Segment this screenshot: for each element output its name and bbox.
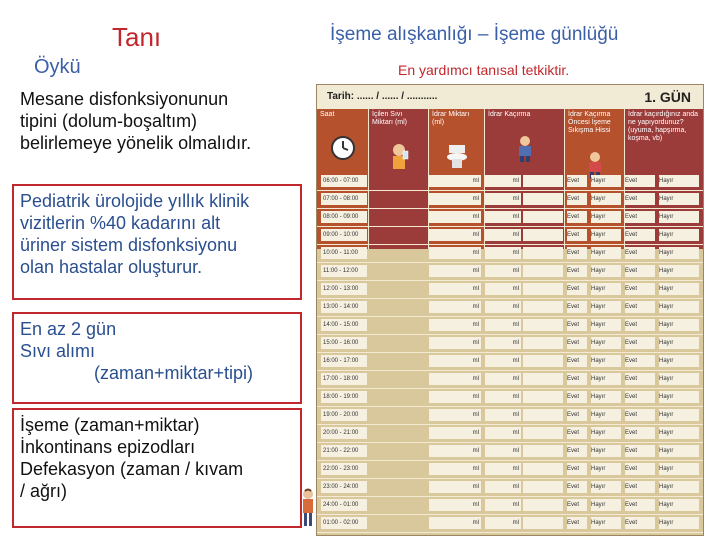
slide-subtitle-right: En yardımcı tanısal tetkiktir. <box>398 62 570 78</box>
text-line: İşeme (zaman+miktar) <box>20 415 200 435</box>
slide-title-left: Tanı <box>112 22 162 52</box>
urine-amount-field[interactable]: ml <box>485 409 521 421</box>
leak-checkbox-group[interactable] <box>523 283 563 295</box>
urgency-no[interactable]: Hayır <box>591 211 621 223</box>
diary-row <box>317 497 703 515</box>
urgency-yes[interactable]: Evet <box>567 175 587 187</box>
urgency-no[interactable]: Hayır <box>591 175 621 187</box>
diary-row <box>317 353 703 371</box>
urine-amount-field[interactable]: ml <box>485 445 521 457</box>
activity-field[interactable]: Hayır <box>659 517 699 529</box>
time-slot: 10:00 - 11:00 <box>321 247 367 259</box>
activity-yes[interactable]: Evet <box>625 247 655 259</box>
urine-amount-field[interactable]: ml <box>485 463 521 475</box>
slide-title-right: İşeme alışkanlığı – İşeme günlüğü <box>330 24 619 45</box>
urgency-yes[interactable]: Evet <box>567 283 587 295</box>
leak-checkbox-group[interactable] <box>523 355 563 367</box>
urgency-no[interactable]: Hayır <box>591 427 621 439</box>
activity-yes[interactable]: Evet <box>625 427 655 439</box>
urgency-yes[interactable]: Evet <box>567 463 587 475</box>
activity-field[interactable]: Hayır <box>659 337 699 349</box>
urgency-yes[interactable]: Evet <box>567 409 587 421</box>
time-slot: 19:00 - 20:00 <box>321 409 367 421</box>
diary-row <box>317 191 703 209</box>
urgency-yes[interactable]: Evet <box>567 355 587 367</box>
activity-field[interactable]: Hayır <box>659 265 699 277</box>
time-slot: 07:00 - 08:00 <box>321 193 367 205</box>
text-line: / ağrı) <box>20 481 68 501</box>
diary-row <box>317 407 703 425</box>
leak-checkbox-group[interactable] <box>523 247 563 259</box>
activity-yes[interactable]: Evet <box>625 463 655 475</box>
activity-yes[interactable]: Evet <box>625 355 655 367</box>
fluid-amount-field[interactable]: ml <box>429 427 481 439</box>
activity-field[interactable]: Hayır <box>659 301 699 313</box>
time-slot: 17:00 - 18:00 <box>321 373 367 385</box>
activity-field[interactable]: Hayır <box>659 319 699 331</box>
drinking-child-icon <box>386 143 412 171</box>
urgency-no[interactable]: Hayır <box>591 247 621 259</box>
diary-row <box>317 425 703 443</box>
diary-rows <box>317 173 703 533</box>
diary-date-label: Tarih: ...... / ...... / ........... <box>327 91 438 102</box>
urgency-yes[interactable]: Evet <box>567 193 587 205</box>
urgency-yes[interactable]: Evet <box>567 481 587 493</box>
activity-field[interactable]: Hayır <box>659 175 699 187</box>
text-line: belirlemeye yönelik olmalıdır. <box>20 133 252 153</box>
diary-row <box>317 515 703 533</box>
time-slot: 11:00 - 12:00 <box>321 265 367 277</box>
leak-checkbox-group[interactable] <box>523 391 563 403</box>
diary-row <box>317 227 703 245</box>
time-slot: 12:00 - 13:00 <box>321 283 367 295</box>
urgency-no[interactable]: Hayır <box>591 445 621 457</box>
urgency-yes[interactable]: Evet <box>567 337 587 349</box>
activity-field[interactable]: Hayır <box>659 463 699 475</box>
urgency-no[interactable]: Hayır <box>591 355 621 367</box>
urine-amount-field[interactable]: ml <box>485 229 521 241</box>
header-label: İdrar kaçırdığınız anda ne yapıyordunuz? (uyuma, hapşırma, koşma, vb) <box>628 111 699 142</box>
time-slot: 21:00 - 22:00 <box>321 445 367 457</box>
activity-yes[interactable]: Evet <box>625 409 655 421</box>
urgency-no[interactable]: Hayır <box>591 481 621 493</box>
pediatric-urology-box <box>12 184 302 300</box>
fluid-amount-field[interactable]: ml <box>429 409 481 421</box>
time-slot: 01:00 - 02:00 <box>321 517 367 529</box>
urgency-yes[interactable]: Evet <box>567 517 587 529</box>
activity-yes[interactable]: Evet <box>625 373 655 385</box>
activity-field[interactable]: Hayır <box>659 427 699 439</box>
activity-yes[interactable]: Evet <box>625 283 655 295</box>
fluid-amount-field[interactable]: ml <box>429 391 481 403</box>
fluid-amount-field[interactable]: ml <box>429 247 481 259</box>
header-label: İdrar Miktarı (ml) <box>432 111 470 126</box>
activity-yes[interactable]: Evet <box>625 193 655 205</box>
urgency-no[interactable]: Hayır <box>591 517 621 529</box>
urine-amount-field[interactable]: ml <box>485 301 521 313</box>
fluid-amount-field[interactable]: ml <box>429 211 481 223</box>
urine-amount-field[interactable]: ml <box>485 427 521 439</box>
activity-field[interactable]: Hayır <box>659 211 699 223</box>
activity-field[interactable]: Hayır <box>659 409 699 421</box>
urgency-yes[interactable]: Evet <box>567 301 587 313</box>
urgency-no[interactable]: Hayır <box>591 193 621 205</box>
header-label: Saat <box>320 111 335 118</box>
voiding-diary-sheet <box>316 84 704 536</box>
diary-row <box>317 245 703 263</box>
urgency-no[interactable]: Hayır <box>591 283 621 295</box>
activity-yes[interactable]: Evet <box>625 391 655 403</box>
urgency-yes[interactable]: Evet <box>567 373 587 385</box>
text-line: üriner sistem disfonksiyonu <box>20 235 238 255</box>
leak-checkbox-group[interactable] <box>523 373 563 385</box>
urgency-no[interactable]: Hayır <box>591 391 621 403</box>
activity-field[interactable]: Hayır <box>659 373 699 385</box>
time-slot: 16:00 - 17:00 <box>321 355 367 367</box>
history-heading: Öykü <box>34 56 81 78</box>
leak-checkbox-group[interactable] <box>523 319 563 331</box>
diary-row <box>317 461 703 479</box>
urgency-no[interactable]: Hayır <box>591 301 621 313</box>
urine-amount-field[interactable]: ml <box>485 193 521 205</box>
fluid-amount-field[interactable]: ml <box>429 319 481 331</box>
activity-field[interactable]: Hayır <box>659 283 699 295</box>
urgency-yes[interactable]: Evet <box>567 427 587 439</box>
diary-row <box>317 443 703 461</box>
time-slot: 09:00 - 10:00 <box>321 229 367 241</box>
urgency-no[interactable]: Hayır <box>591 499 621 511</box>
diary-row <box>317 371 703 389</box>
urine-amount-field[interactable]: ml <box>485 211 521 223</box>
urgency-no[interactable]: Hayır <box>591 463 621 475</box>
leak-checkbox-group[interactable] <box>523 499 563 511</box>
urine-amount-field[interactable]: ml <box>485 247 521 259</box>
urgency-no[interactable]: Hayır <box>591 337 621 349</box>
diary-row <box>317 389 703 407</box>
urine-amount-field[interactable]: ml <box>485 499 521 511</box>
urgency-yes[interactable]: Evet <box>567 265 587 277</box>
activity-yes[interactable]: Evet <box>625 517 655 529</box>
leak-checkbox-group[interactable] <box>523 211 563 223</box>
leak-checkbox-group[interactable] <box>523 427 563 439</box>
bladder-type-text-box <box>12 84 312 166</box>
activity-field[interactable]: Hayır <box>659 355 699 367</box>
leak-checkbox-group[interactable] <box>523 193 563 205</box>
leak-checkbox-group[interactable] <box>523 409 563 421</box>
activity-yes[interactable]: Evet <box>625 229 655 241</box>
text-line: İnkontinans epizodları <box>20 437 196 457</box>
urine-amount-field[interactable]: ml <box>485 319 521 331</box>
leak-checkbox-group[interactable] <box>523 445 563 457</box>
toilet-icon <box>445 143 469 169</box>
diary-top-bar <box>317 85 703 109</box>
fluid-amount-field[interactable]: ml <box>429 337 481 349</box>
urine-amount-field[interactable]: ml <box>485 355 521 367</box>
activity-field[interactable]: Hayır <box>659 481 699 493</box>
time-slot: 24:00 - 01:00 <box>321 499 367 511</box>
child-leak-icon <box>512 135 538 163</box>
leak-checkbox-group[interactable] <box>523 265 563 277</box>
activity-field[interactable]: Hayır <box>659 247 699 259</box>
fluid-amount-field[interactable]: ml <box>429 463 481 475</box>
urgency-yes[interactable]: Evet <box>567 319 587 331</box>
text-line: Sıvı alımı <box>20 341 96 361</box>
fluid-amount-field[interactable]: ml <box>429 283 481 295</box>
urgency-yes[interactable]: Evet <box>567 211 587 223</box>
activity-yes[interactable]: Evet <box>625 445 655 457</box>
urine-amount-field[interactable]: ml <box>485 265 521 277</box>
time-slot: 23:00 - 24:00 <box>321 481 367 493</box>
text-line: En az 2 gün <box>20 319 117 339</box>
time-slot: 14:00 - 15:00 <box>321 319 367 331</box>
header-label: İçilen Sıvı Miktarı (ml) <box>372 111 407 126</box>
diary-day-label: 1. GÜN <box>644 89 691 105</box>
fluid-amount-field[interactable]: ml <box>429 175 481 187</box>
urine-amount-field[interactable]: ml <box>485 337 521 349</box>
header-label: İdrar Kaçırma <box>488 111 531 118</box>
urine-amount-field[interactable]: ml <box>485 373 521 385</box>
activity-field[interactable]: Hayır <box>659 499 699 511</box>
fluid-amount-field[interactable]: ml <box>429 265 481 277</box>
fluid-amount-field[interactable]: ml <box>429 301 481 313</box>
urine-amount-field[interactable]: ml <box>485 175 521 187</box>
text-line: tipini (dolum-boşaltım) <box>20 111 198 131</box>
urgency-yes[interactable]: Evet <box>567 445 587 457</box>
text-line: Pediatrik ürolojide yıllık klinik <box>20 191 250 211</box>
leak-checkbox-group[interactable] <box>523 301 563 313</box>
diary-row <box>317 173 703 191</box>
fluid-amount-field[interactable]: ml <box>429 481 481 493</box>
urine-amount-field[interactable]: ml <box>485 391 521 403</box>
time-slot: 22:00 - 23:00 <box>321 463 367 475</box>
fluid-amount-field[interactable]: ml <box>429 373 481 385</box>
urine-amount-field[interactable]: ml <box>485 283 521 295</box>
activity-yes[interactable]: Evet <box>625 481 655 493</box>
urgency-yes[interactable]: Evet <box>567 247 587 259</box>
activity-yes[interactable]: Evet <box>625 337 655 349</box>
fluid-amount-field[interactable]: ml <box>429 445 481 457</box>
urgency-no[interactable]: Hayır <box>591 229 621 241</box>
leak-checkbox-group[interactable] <box>523 229 563 241</box>
clock-icon <box>330 135 356 161</box>
fluid-amount-field[interactable]: ml <box>429 193 481 205</box>
activity-field[interactable]: Hayır <box>659 193 699 205</box>
diary-row <box>317 299 703 317</box>
child-figure-icon <box>300 488 316 528</box>
time-slot: 06:00 - 07:00 <box>321 175 367 187</box>
fluid-intake-box <box>12 312 302 404</box>
activity-yes[interactable]: Evet <box>625 265 655 277</box>
time-slot: 15:00 - 16:00 <box>321 337 367 349</box>
activity-field[interactable]: Hayır <box>659 229 699 241</box>
diary-row <box>317 281 703 299</box>
urine-amount-field[interactable]: ml <box>485 517 521 529</box>
urgency-no[interactable]: Hayır <box>591 265 621 277</box>
leak-checkbox-group[interactable] <box>523 517 563 529</box>
text-line: (zaman+miktar+tipi) <box>94 363 254 383</box>
text-line: Defekasyon (zaman / kıvam <box>20 459 244 479</box>
time-slot: 08:00 - 09:00 <box>321 211 367 223</box>
time-slot: 18:00 - 19:00 <box>321 391 367 403</box>
text-line: Mesane disfonksiyonunun <box>20 89 229 109</box>
text-line: vizitlerin %40 kadarını alt <box>20 213 221 233</box>
diary-row <box>317 335 703 353</box>
diary-row <box>317 209 703 227</box>
urgency-yes[interactable]: Evet <box>567 229 587 241</box>
urine-amount-field[interactable]: ml <box>485 481 521 493</box>
leak-checkbox-group[interactable] <box>523 463 563 475</box>
activity-yes[interactable]: Evet <box>625 301 655 313</box>
time-slot: 20:00 - 21:00 <box>321 427 367 439</box>
fluid-amount-field[interactable]: ml <box>429 355 481 367</box>
activity-yes[interactable]: Evet <box>625 499 655 511</box>
header-label: İdrar Kaçırma Öncesi İşeme Sıkışma Hissi <box>568 111 611 134</box>
time-slot: 13:00 - 14:00 <box>321 301 367 313</box>
activity-field[interactable]: Hayır <box>659 445 699 457</box>
urgency-no[interactable]: Hayır <box>591 373 621 385</box>
fluid-amount-field[interactable]: ml <box>429 499 481 511</box>
activity-field[interactable]: Hayır <box>659 391 699 403</box>
fluid-amount-field[interactable]: ml <box>429 517 481 529</box>
activity-yes[interactable]: Evet <box>625 175 655 187</box>
diary-row <box>317 479 703 497</box>
urgency-yes[interactable]: Evet <box>567 391 587 403</box>
diary-row <box>317 263 703 281</box>
activity-yes[interactable]: Evet <box>625 211 655 223</box>
diary-row <box>317 317 703 335</box>
voiding-box <box>12 408 302 528</box>
text-line: olan hastalar oluşturur. <box>20 257 203 277</box>
urgency-no[interactable]: Hayır <box>591 319 621 331</box>
leak-checkbox-group[interactable] <box>523 337 563 349</box>
leak-checkbox-group[interactable] <box>523 175 563 187</box>
urgency-yes[interactable]: Evet <box>567 499 587 511</box>
urgency-no[interactable]: Hayır <box>591 409 621 421</box>
activity-yes[interactable]: Evet <box>625 319 655 331</box>
fluid-amount-field[interactable]: ml <box>429 229 481 241</box>
leak-checkbox-group[interactable] <box>523 481 563 493</box>
